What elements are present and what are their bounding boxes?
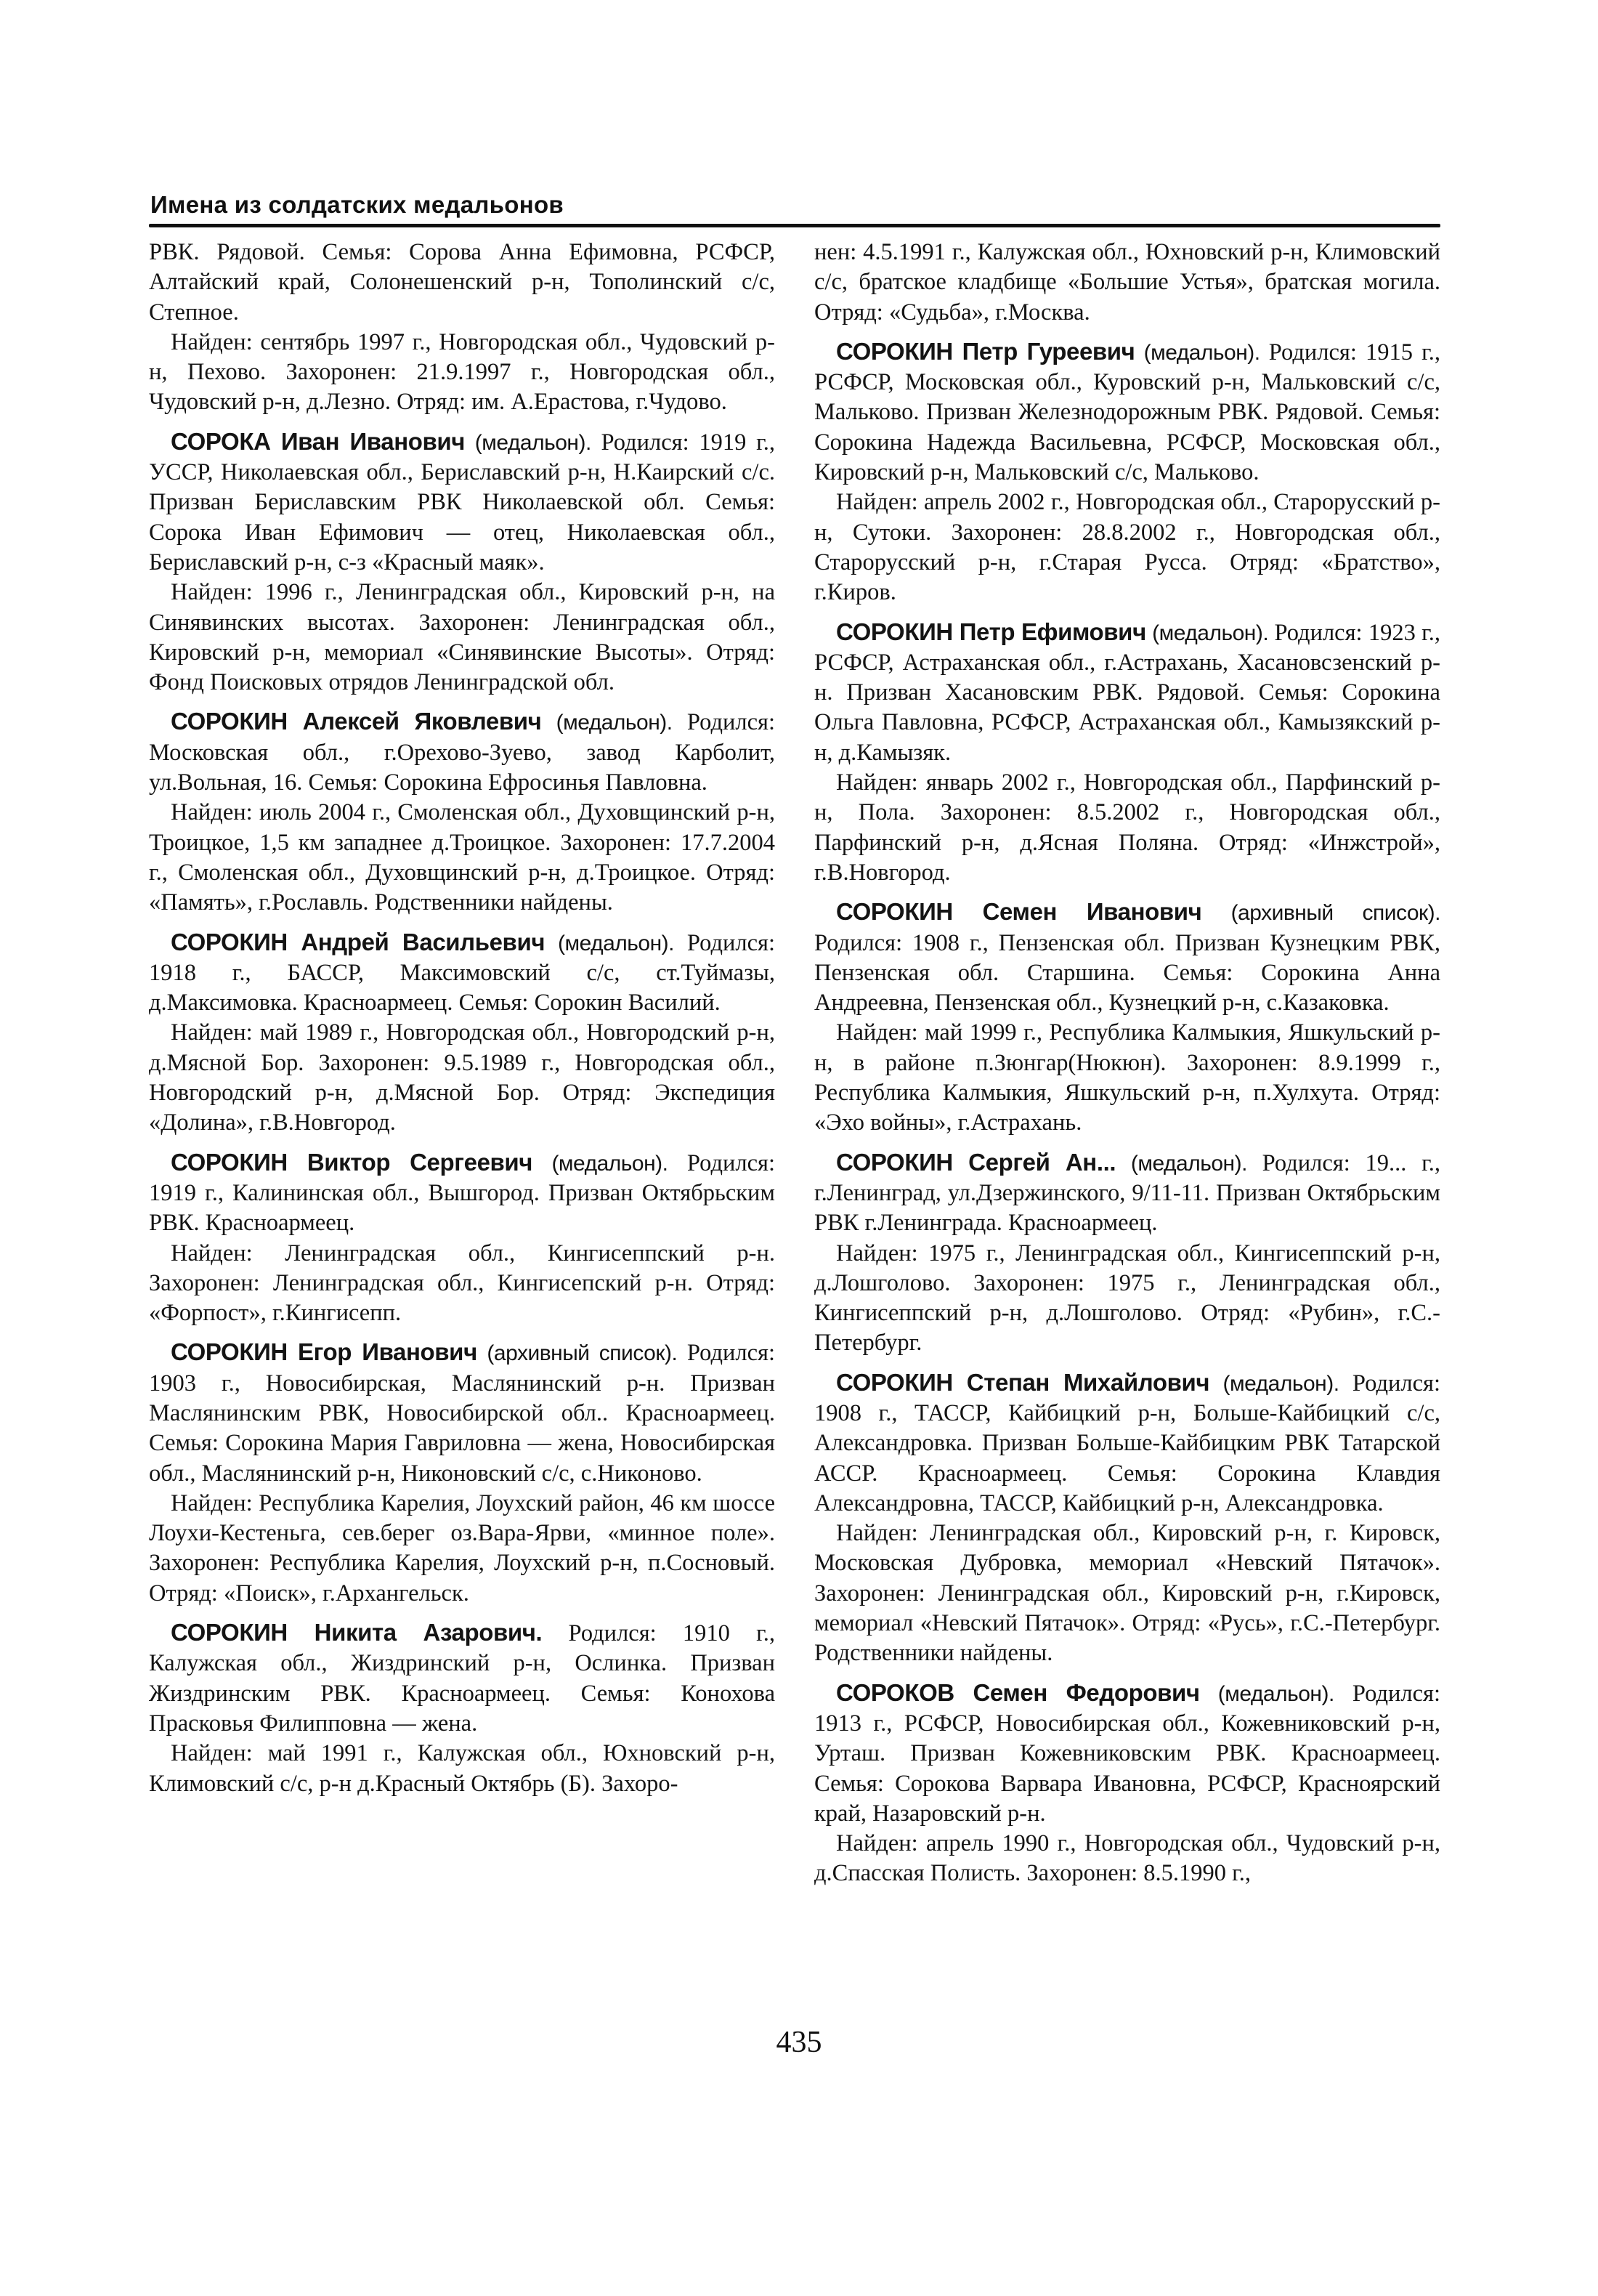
- entry-bio: Родился: Московская обл., г.Орехово-Зуево, завод Карболит, ул.Вольная, 16. Семья: Сорокина Ефросинья Павловна.: [149, 709, 776, 796]
- entry-bio-para: [814, 617, 1440, 768]
- entry: [149, 1147, 775, 1329]
- entry-bio-para: [814, 1678, 1440, 1829]
- entry-bio: Родился: 1913 г., РСФСР, Новосибирская обл., Кожевниковский р-н, Урташ. Призван Кожевниковским РВК. Красноармеец. Семья: Сорокова Варвара Ивановна, РСФСР, Красноярский край, Назаровский р-н.: [814, 1680, 1440, 1827]
- entry: [149, 706, 775, 918]
- entry: [149, 1617, 775, 1799]
- entry-name: СОРОКИН Семен Иванович: [836, 898, 1202, 926]
- entry: [149, 1337, 775, 1609]
- entry-bio: Родился: 1923 г., РСФСР, Астраханская обл., г.Астрахань, Хасановсзенский р-н. Призван Хасановским РВК. Рядовой. Семья: Сорокина Ольга Павловна, РСФСР, Астраханская обл., Камызякский р-н, д.Камызяк.: [814, 619, 1441, 766]
- left-column: [149, 238, 775, 1996]
- entry: [814, 897, 1440, 1138]
- entry-bio-para: [814, 1367, 1440, 1519]
- entry-bio-para: [149, 706, 775, 798]
- entry: [814, 336, 1440, 608]
- header-rule: [149, 224, 1440, 227]
- entry-bio: Родился: 1910 г., Калужская обл., Жиздринский р-н, Ослинка. Призван Жиздринским РВК. Красноармеец. Семья: Конохова Прасковья Филипповна — жена.: [149, 1620, 776, 1737]
- entry-continuation: [814, 238, 1440, 328]
- entry-source: (архивный список).: [1230, 901, 1441, 926]
- entry-name: СОРОКИН Степан Михайлович: [836, 1368, 1210, 1396]
- entry-bio-para: [814, 336, 1440, 488]
- entry-bio-para: [149, 1337, 775, 1488]
- entry-source: (медальон).: [474, 430, 591, 455]
- entry-bio: Родился: 1918 г., БАССР, Максимовский с/с, ст.Туймазы, д.Максимовка. Красноармеец. Семья: Сорокин Василий.: [149, 929, 775, 1016]
- entry-bio-para: [149, 927, 775, 1019]
- entry-name: СОРОКИН Сергей Ан...: [836, 1148, 1116, 1176]
- entry-name: СОРОКИН Андрей Васильевич: [171, 928, 545, 955]
- entry-found: Найден: апрель 2002 г., Новгородская обл., Старорусский р-н, Сутоки. Захоронен: 28.8.2002 г., Новгородская обл., Старорусский р-н, г.Старая Русса. Отряд: «Братство», г.Киров.: [814, 489, 1440, 606]
- right-column: [814, 238, 1440, 1996]
- entry: [149, 927, 775, 1139]
- entry-found: Найден: 1996 г., Ленинградская обл., Кировский р-н, на Синявинских высотах. Захоронен: Ленинградская обл., Кировский р-н, мемориал «Синявинские Высоты». Отряд: Фонд Поисковых отрядов Ленинградской обл.: [149, 579, 775, 696]
- entry-bio: Родился: 1908 г., Пензенская обл. Призван Кузнецким РВК, Пензенская обл. Старшина. Семья: Сорокина Анна Андреевна, Пензенская обл., Кузнецкий р-н, с.Казаковка.: [814, 929, 1440, 1016]
- entry-source: (архивный список).: [487, 1341, 678, 1366]
- entry: [814, 1147, 1440, 1359]
- entry-bio-para: [814, 897, 1440, 1018]
- entry-bio: РВК. Рядовой. Семья: Сорова Анна Ефимовна, РСФСР, Алтайский край, Солонешенский р-н, Тополинский с/с, Степное.: [149, 239, 775, 326]
- entry-found: Найден: Республика Карелия, Лоухский район, 46 км шоссе Лоухи-Кестеньга, сев.берег оз.Вара-Ярви, «минное поле». Захоронен: Республика Карелия, Лоухский р-н, п.Сосновый. Отряд: «Поиск», г.Архангельск.: [149, 1489, 775, 1606]
- entry-bio: Родился: 1908 г., ТАССР, Кайбицкий р-н, Больше-Кайбицкий с/с, Александровка. Призван Больше-Кайбицким РВК Татарской АССР. Красноармеец. Семья: Сорокина Клавдия Александровна, ТАССР, Кайбицкий р-н, Александровка.: [814, 1370, 1441, 1516]
- entry-name: СОРОКА Иван Иванович: [171, 427, 466, 455]
- entry-found: Найден: Ленинградская обл., Кингисеппский р-н. Захоронен: Ленинградская обл., Кингисепский р-н. Отряд: «Форпост», г.Кингисепп.: [149, 1240, 775, 1327]
- entry-source: (медальон).: [551, 1151, 668, 1176]
- entry: [814, 617, 1440, 889]
- page-header: [149, 190, 1440, 227]
- entry-bio: Родился: 1903 г., Новосибирская, Маслянинский р-н. Призван Маслянинским РВК, Новосибирской обл.. Красноармеец. Семья: Сорокина Мария Гавриловна — жена, Новосибирская обл., Маслянинский р-н, Никоновский с/с, с.Никоново.: [149, 1340, 776, 1487]
- page-number: 435: [776, 2026, 822, 2059]
- entry-found: Найден: сентябрь 1997 г., Новгородская обл., Чудовский р-н, Пехово. Захоронен: 21.9.1997 г., Новгородская обл., Чудовский р-н, д.Лезно. Отряд: им. А.Ерастова, г.Чудово.: [149, 328, 775, 416]
- two-column-body: [149, 238, 1440, 1996]
- running-title: Имена из солдатских медальонов: [150, 191, 564, 218]
- entry-name: СОРОКИН Петр Гуреевич: [836, 337, 1135, 365]
- entry: [149, 427, 775, 698]
- entry-name: СОРОКИН Виктор Сергеевич: [171, 1148, 533, 1176]
- entry-found: Найден: май 1989 г., Новгородская обл., Новгородский р-н, д.Мясной Бор. Захоронен: 9.5.1989 г., Новгородская обл., Новгородский р-н, д.Мясной Бор. Отряд: Экспедиция «Долина», г.В.Новгород.: [149, 1019, 775, 1136]
- entry-bio-para: [149, 1617, 775, 1739]
- entry-bio-para: [814, 1147, 1440, 1239]
- entry-source: (медальон).: [556, 711, 673, 735]
- entry-name: СОРОКИН Никита Азарович.: [171, 1619, 543, 1646]
- entry: [814, 1678, 1440, 1889]
- entry-found: Найден: июль 2004 г., Смоленская обл., Духовщинский р-н, Троицкое, 1,5 км западнее д.Троицкое. Захоронен: 17.7.2004 г., Смоленская обл., Духовщинский р-н, д.Троицкое. Отряд: «Память», г.Рославль. Родственники найдены.: [149, 799, 775, 916]
- entry-found: Найден: май 1999 г., Республика Калмыкия, Яшкульский р-н, в районе п.Зюнгар(Нюкюн). Захоронен: 8.9.1999 г., Республика Калмыкия, Яшкульский р-н, п.Хулхута. Отряд: «Эхо войны», г.Астрахань.: [814, 1019, 1440, 1136]
- entry-found: Найден: Ленинградская обл., Кировский р-н, г. Кировск, Московская Дубровка, мемориал «Невский Пятачок». Захоронен: Ленинградская обл., Кировский р-н, г.Кировск, мемориал «Невский Пятачок». Отряд: «Русь», г.С.-Петербург. Родственники найдены.: [814, 1520, 1440, 1667]
- entry-bio: Родился: 1919 г., УССР, Николаевская обл., Бериславский р-н, Н.Каирский с/с. Призван Бериславским РВК Николаевской обл. Семья: Сорока Иван Ефимович — отец, Николаевская обл., Бериславский р-н, с-з «Красный маяк».: [149, 429, 775, 575]
- entry-continuation: [149, 238, 775, 418]
- entry-source: (медальон).: [1152, 621, 1269, 645]
- entry-bio-para: [149, 427, 775, 578]
- entry-found: Найден: 1975 г., Ленинградская обл., Кингисеппский р-н, д.Лошголово. Захоронен: 1975 г., Ленинградская обл., Кингисеппский р-н, д.Лошголово. Отряд: «Рубин», г.С.-Петербург.: [814, 1240, 1440, 1357]
- entry-name: СОРОКИН Егор Иванович: [171, 1338, 477, 1366]
- entry-source: (медальон).: [557, 931, 674, 955]
- entry-found: нен: 4.5.1991 г., Калужская обл., Юхновский р-н, Климовский с/с, братское кладбище «Большие Устья», братская могила. Отряд: «Судьба», г.Москва.: [814, 239, 1440, 326]
- entry-bio: Родился: 1915 г., РСФСР, Московская обл., Куровский р-н, Мальковский с/с, Мальково. Призван Железнодорожным РВК. Рядовой. Семья: Сорокина Надежда Васильевна, РСФСР, Московская обл., Кировский р-н, Мальковский с/с, Мальково.: [814, 339, 1441, 486]
- entry-source: (медальон).: [1143, 340, 1260, 365]
- entry-found: Найден: май 1991 г., Калужская обл., Юхновский р-н, Климовский с/с, р-н д.Красный Октябрь (Б). Захоро-: [149, 1740, 775, 1797]
- entry-source: (медальон).: [1222, 1371, 1339, 1396]
- entry-source: (медальон).: [1217, 1681, 1334, 1706]
- entry-source: (медальон).: [1130, 1151, 1247, 1176]
- entry-bio: Родился: 19... г., г.Ленинград, ул.Дзержинского, 9/11-11. Призван Октябрьским РВК г.Ленинграда. Красноармеец.: [814, 1149, 1441, 1237]
- entry-found: Найден: январь 2002 г., Новгородская обл., Парфинский р-н, Пола. Захоронен: 8.5.2002 г., Новгородская обл., Парфинский р-н, д.Ясная Поляна. Отряд: «Инжстрой», г.В.Новгород.: [814, 769, 1440, 886]
- entry-bio: Родился: 1919 г., Калининская обл., Вышгород. Призван Октябрьским РВК. Красноармеец.: [149, 1149, 775, 1237]
- entry: [814, 1367, 1440, 1669]
- entry-name: СОРОКОВ Семен Федорович: [836, 1678, 1200, 1706]
- entry-found: Найден: апрель 1990 г., Новгородская обл., Чудовский р-н, д.Спасская Полисть. Захоронен: 8.5.1990 г.,: [814, 1830, 1440, 1887]
- entry-name: СОРОКИН Петр Ефимович: [836, 618, 1146, 645]
- entry-bio-para: [149, 1147, 775, 1239]
- entry-name: СОРОКИН Алексей Яковлевич: [171, 708, 542, 735]
